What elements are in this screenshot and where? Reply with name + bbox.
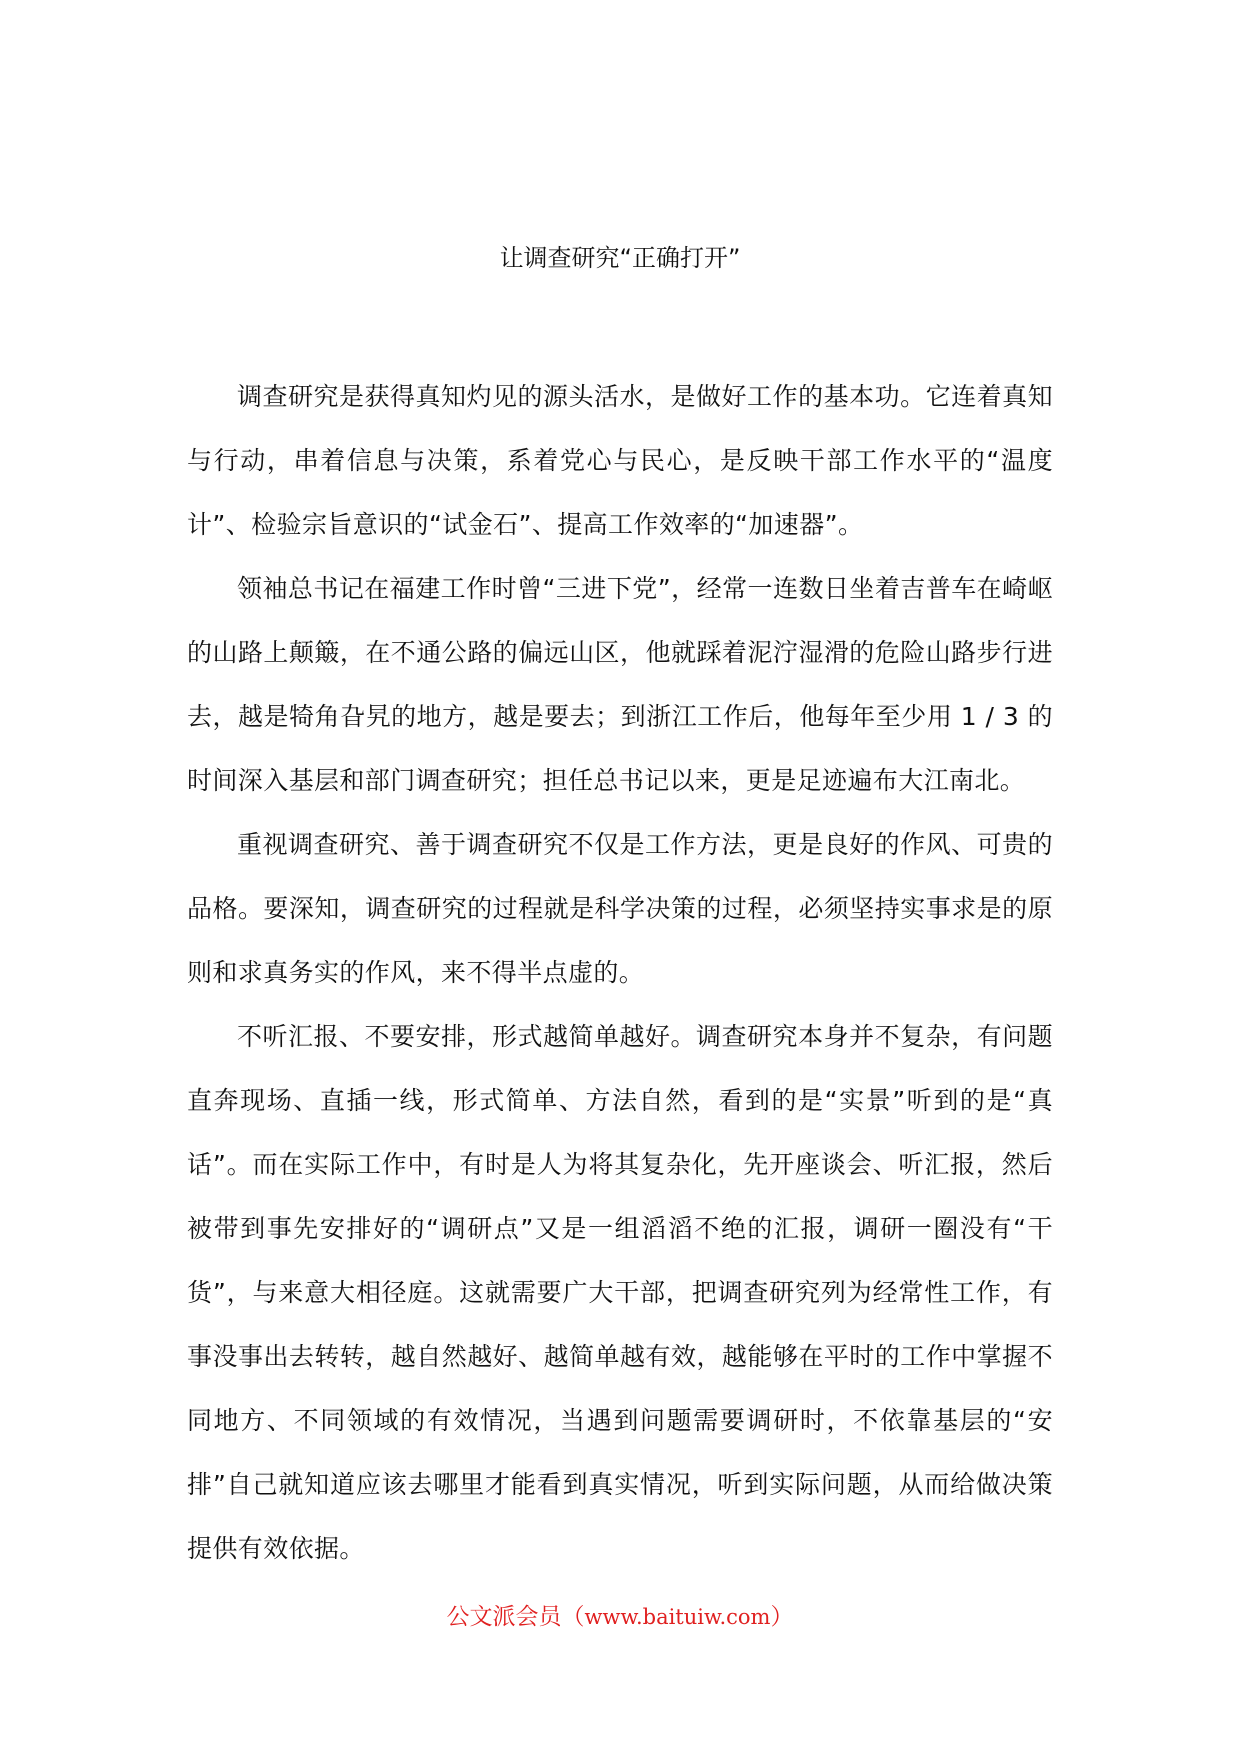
footer-label: 公文派会员（ [446, 1604, 585, 1630]
paragraph-1: 调查研究是获得真知灼见的源头活水，是做好工作的基本功。它连着真知与行动，串着信息与决策，系着党心与民心，是反映干部工作水平的“温度计”、检验宗旨意识的“试金石”、提高工作效率的“加速器”。 [187, 382, 1053, 539]
paragraph-4: 不听汇报、不要安排，形式越简单越好。调查研究本身并不复杂，有问题直奔现场、直插一线，形式简单、方法自然，看到的是“实景”听到的是“真话”。而在实际工作中，有时是人为将其复杂化，先开座谈会、听汇报，然后被带到事先安排好的“调研点”又是一组滔滔不绝的汇报，调研一圈没有“干货”，与来意大相径庭。这就需要广大干部，把调查研究列为经常性工作，有事没事出去转转，越自然越好、越简单越有效，越能够在平时的工作中掌握不同地方、不同领域的有效情况，当遇到问题需要调研时，不依靠基层的“安排”自己就知道应该去哪里才能看到真实情况，听到实际问题，从而给做决策提供有效依据。 [187, 1022, 1053, 1563]
document-title: 让调查研究“正确打开” [499, 244, 741, 272]
paragraph-2: 领袖总书记在福建工作时曾“三进下党”，经常一连数日坐着吉普车在崎岖的山路上颠簸，在不通公路的偏远山区，他就踩着泥泞湿滑的危险山路步行进去，越是犄角旮旯的地方，越是要去；到浙江工作后，他每年至少用 1 / 3 的时间深入基层和部门调查研究；担任总书记以来，更是足迹遍布大江南北。 [187, 574, 1053, 795]
footer-watermark [0, 1602, 1240, 1632]
footer-url: www.baituiw.com [584, 1605, 771, 1629]
document-body [187, 365, 1053, 1581]
paragraph-3: 重视调查研究、善于调查研究不仅是工作方法，更是良好的作风、可贵的品格。要深知，调查研究的过程就是科学决策的过程，必须坚持实事求是的原则和求真务实的作风，来不得半点虚的。 [187, 830, 1053, 987]
footer-close: ） [770, 1604, 794, 1630]
